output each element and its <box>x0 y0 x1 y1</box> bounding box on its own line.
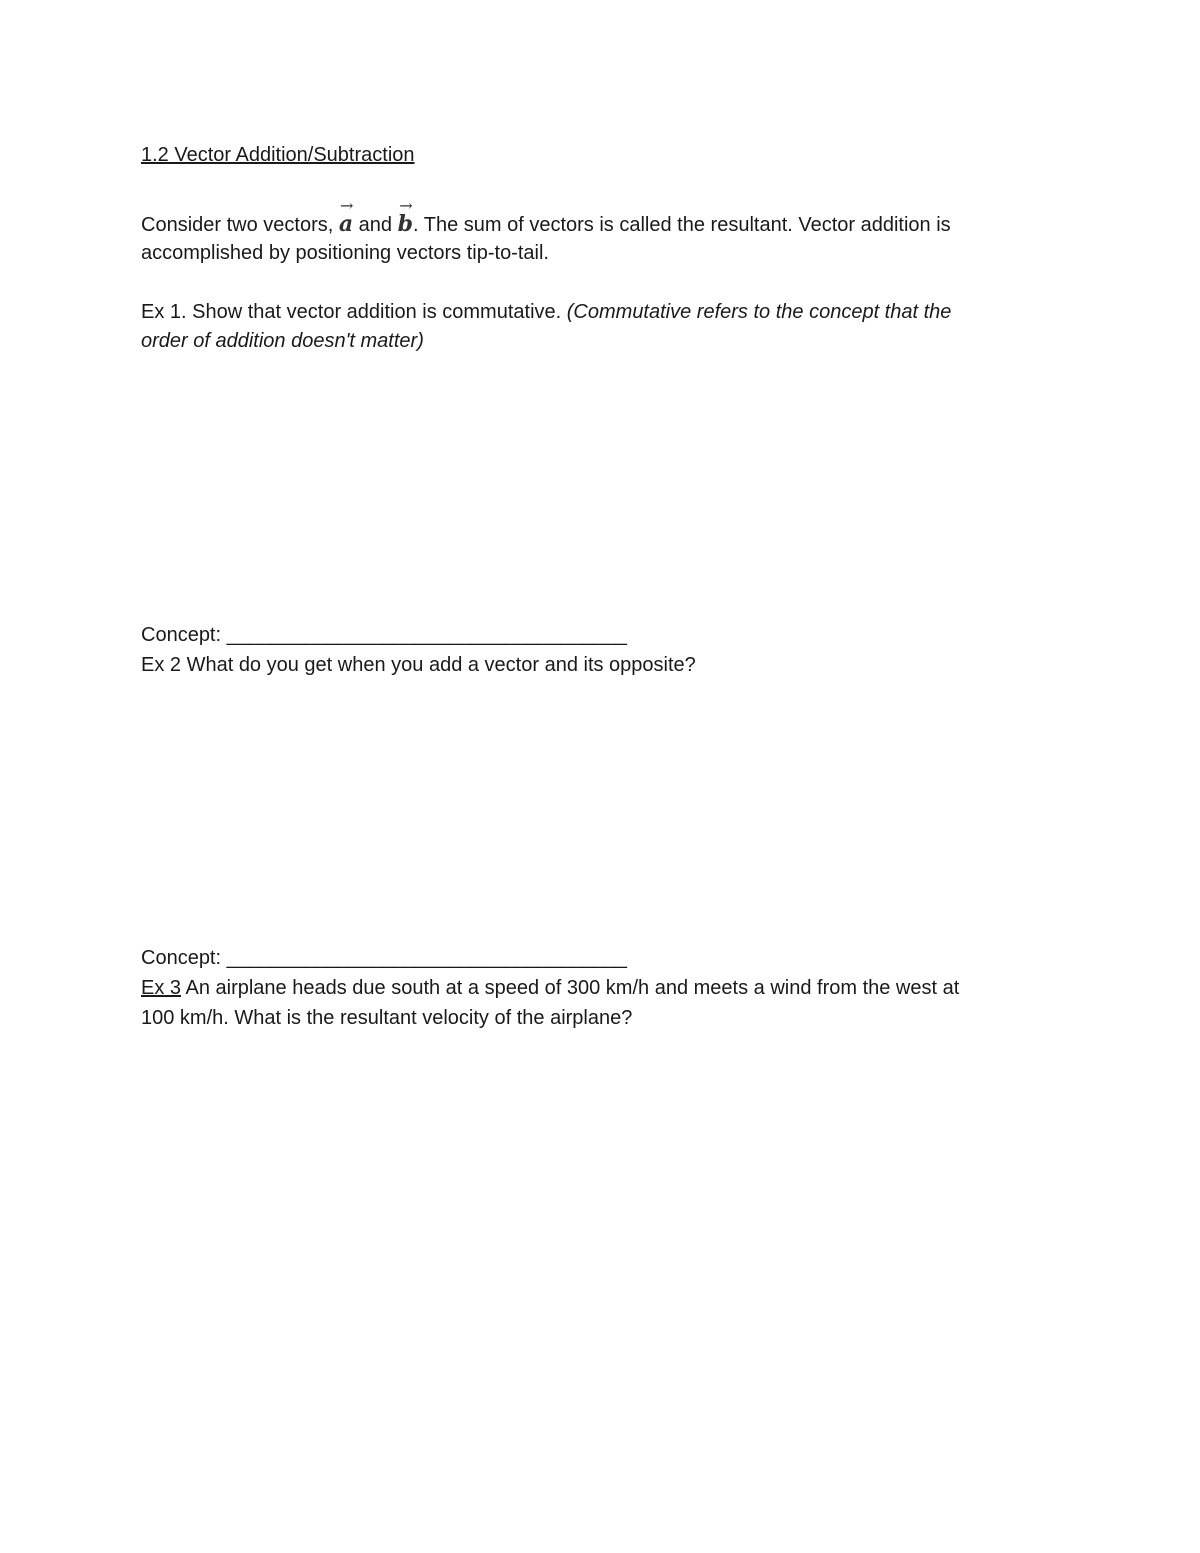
concept-blank-2: Concept: ____________________________________ <box>141 947 628 969</box>
ex1-note-line-2: order of addition doesn't matter) <box>141 330 424 352</box>
vector-b: → b <box>397 196 413 237</box>
ex3-line-1 <box>141 976 959 1000</box>
ex3-text: An airplane heads due south at a speed of 300 km/h and meets a wind from the west at <box>181 977 960 999</box>
ex3-line-2: 100 km/h. What is the resultant velocity of the airplane? <box>141 1007 633 1029</box>
section-heading: 1.2 Vector Addition/Subtraction <box>141 144 415 166</box>
concept-blank-1: Concept: ____________________________________ <box>141 624 628 646</box>
intro-line-1 <box>141 196 951 237</box>
vector-a: → a <box>338 196 354 237</box>
intro-text-part2: and <box>353 214 398 236</box>
ex2-question: Ex 2 What do you get when you add a vector and its opposite? <box>141 654 696 676</box>
intro-text-part3: . The sum of vectors is called the resultant. Vector addition is <box>413 214 951 236</box>
ex1-note: (Commutative refers to the concept that the <box>566 301 952 323</box>
ex3-label: Ex 3 <box>141 977 182 999</box>
vector-a-arrow-icon: → <box>339 196 354 215</box>
ex1-label: Ex 1. Show that vector addition is commutative. <box>141 301 567 323</box>
ex1-line-1 <box>141 300 951 324</box>
vector-b-arrow-icon: → <box>399 196 413 215</box>
intro-line-2: accomplished by positioning vectors tip-to-tail. <box>141 242 549 264</box>
intro-text-part1: Consider two vectors, <box>141 214 339 236</box>
